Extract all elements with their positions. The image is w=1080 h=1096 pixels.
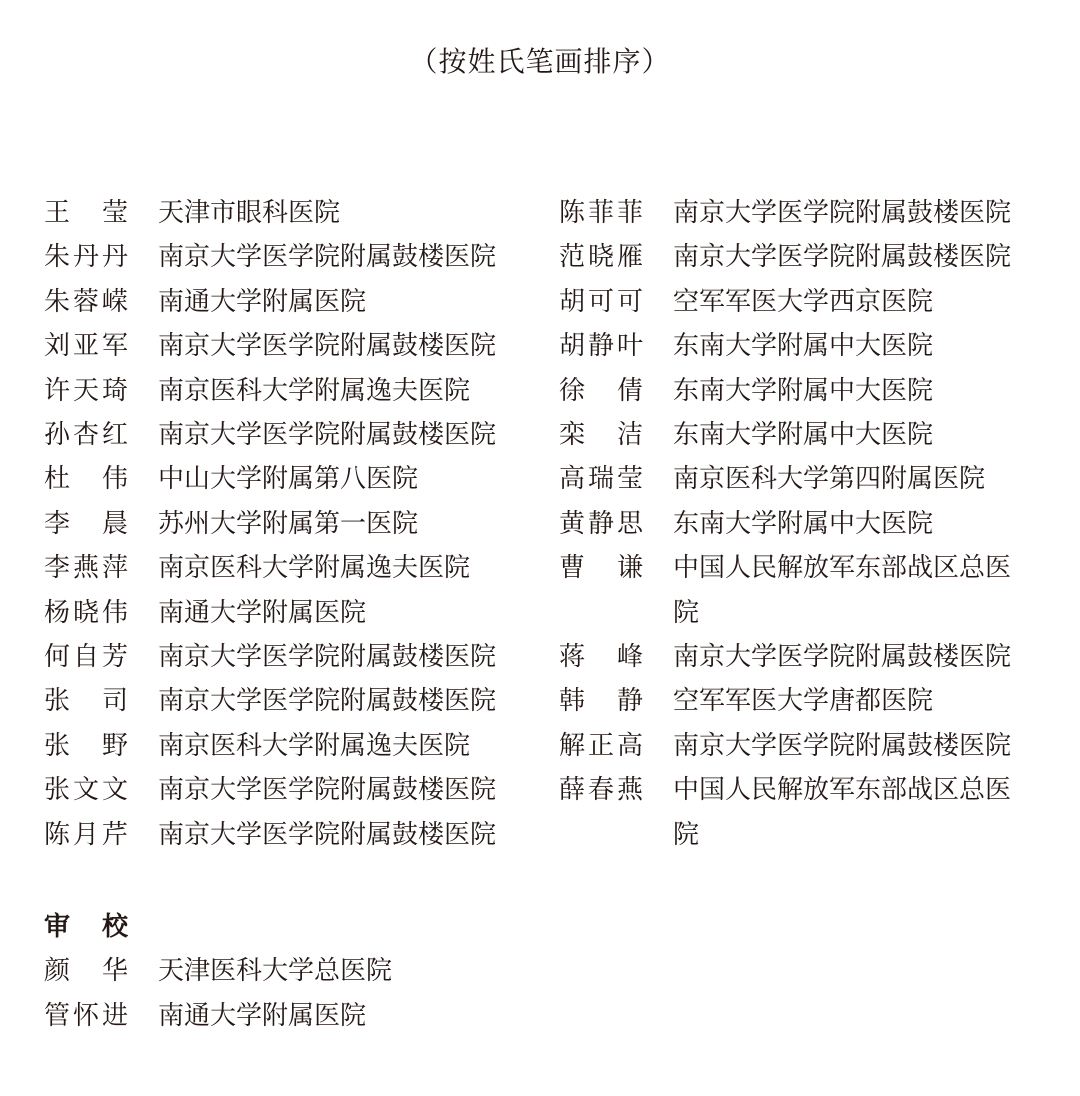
person-name: 何自芳 — [44, 642, 128, 673]
list-item — [44, 768, 538, 812]
affiliation: 南京大学医学院附属鼓楼医院 — [158, 420, 497, 451]
person-name: 解正高 — [559, 730, 643, 761]
affiliation: 东南大学附属中大医院 — [673, 375, 934, 406]
right-column — [559, 191, 1033, 857]
affiliation: 南京大学医学院附属鼓楼医院 — [158, 642, 497, 673]
affiliation: 天津市眼科医院 — [158, 198, 341, 228]
person-name: 朱丹丹 — [44, 242, 128, 273]
affiliation: 南京大学医学院附属鼓楼医院 — [158, 686, 497, 717]
affiliation: 空军军医大学西京医院 — [673, 286, 934, 317]
list-item — [559, 369, 1033, 413]
person-name: 杨晓伟 — [44, 597, 128, 628]
list-item — [44, 813, 538, 857]
person-name: 栾 洁 — [559, 420, 643, 451]
person-name: 陈菲菲 — [559, 198, 643, 228]
person-name: 胡静叶 — [559, 331, 643, 362]
list-item — [44, 724, 538, 768]
list-item — [559, 546, 1033, 635]
list-item — [44, 457, 538, 501]
person-name: 许天琦 — [44, 375, 128, 406]
person-name: 陈月芹 — [44, 819, 128, 850]
affiliation: 空军军医大学唐都医院 — [673, 686, 934, 717]
list-item — [44, 235, 538, 279]
person-name: 李燕萍 — [44, 553, 128, 584]
affiliation: 南京医科大学附属逸夫医院 — [158, 730, 471, 761]
list-item — [44, 679, 538, 723]
review-title: 审 校 — [44, 912, 128, 942]
person-name: 孙杏红 — [44, 420, 128, 451]
affiliation: 南京大学医学院附属鼓楼医院 — [158, 775, 497, 806]
list-item — [44, 994, 538, 1038]
list-item — [559, 191, 1033, 235]
affiliation: 东南大学附属中大医院 — [673, 420, 934, 451]
affiliation: 中国人民解放军东部战区总医院 — [673, 775, 1012, 850]
affiliation: 南京大学医学院附属鼓楼医院 — [158, 242, 497, 273]
affiliation: 中山大学附属第八医院 — [158, 464, 419, 495]
list-item — [559, 724, 1033, 768]
affiliation: 天津医科大学总医院 — [158, 956, 393, 987]
person-name: 刘亚军 — [44, 331, 128, 362]
affiliation: 中国人民解放军东部战区总医院 — [673, 553, 1012, 628]
person-name: 王 莹 — [44, 198, 128, 228]
affiliation: 南通大学附属医院 — [158, 286, 367, 317]
person-name: 颜 华 — [44, 956, 128, 987]
person-name: 张 野 — [44, 730, 128, 761]
person-name: 黄静思 — [559, 508, 643, 539]
affiliation: 东南大学附属中大医院 — [673, 508, 934, 539]
list-item — [559, 635, 1033, 679]
list-item — [44, 191, 538, 235]
list-item — [44, 591, 538, 635]
person-name: 朱蓉嵘 — [44, 286, 128, 317]
list-item — [44, 502, 538, 546]
affiliation: 南通大学附属医院 — [158, 1000, 367, 1031]
list-item — [559, 502, 1033, 546]
list-item — [44, 324, 538, 368]
affiliation: 南京医科大学附属逸夫医院 — [158, 553, 471, 584]
list-item — [559, 457, 1033, 501]
person-name: 徐 倩 — [559, 375, 643, 406]
person-name: 高瑞莹 — [559, 464, 643, 495]
person-name: 曹 谦 — [559, 553, 643, 584]
list-item — [559, 324, 1033, 368]
person-name: 范晓雁 — [559, 242, 643, 273]
affiliation: 南京大学医学院附属鼓楼医院 — [158, 819, 497, 850]
list-item — [559, 280, 1033, 324]
affiliation: 苏州大学附属第一医院 — [158, 508, 419, 539]
affiliation: 南京医科大学附属逸夫医院 — [158, 375, 471, 406]
review-section — [44, 905, 538, 1038]
person-name: 薛春燕 — [559, 775, 643, 806]
list-item — [44, 369, 538, 413]
affiliation: 南京大学医学院附属鼓楼医院 — [673, 242, 1012, 273]
person-name: 张 司 — [44, 686, 128, 717]
left-column — [44, 191, 538, 857]
list-item — [559, 413, 1033, 457]
person-name: 韩 静 — [559, 686, 643, 717]
page-heading: （按姓氏笔画排序） — [409, 45, 671, 78]
list-item — [559, 679, 1033, 723]
list-item — [44, 546, 538, 590]
list-item — [559, 235, 1033, 279]
list-item — [44, 635, 538, 679]
affiliation: 南京大学医学院附属鼓楼医院 — [673, 198, 1012, 228]
affiliation: 东南大学附属中大医院 — [673, 331, 934, 362]
list-item — [559, 768, 1033, 857]
list-item — [44, 280, 538, 324]
person-name: 李 晨 — [44, 508, 128, 539]
affiliation: 南京大学医学院附属鼓楼医院 — [673, 730, 1012, 761]
affiliation: 南京大学医学院附属鼓楼医院 — [673, 642, 1012, 673]
affiliation: 南京大学医学院附属鼓楼医院 — [158, 331, 497, 362]
affiliation: 南京医科大学第四附属医院 — [673, 464, 986, 495]
affiliation: 南通大学附属医院 — [158, 597, 367, 628]
list-item — [44, 413, 538, 457]
person-name: 杜 伟 — [44, 464, 128, 495]
list-item — [44, 949, 538, 993]
person-name: 胡可可 — [559, 286, 643, 317]
person-name: 蒋 峰 — [559, 642, 643, 673]
person-name: 张文文 — [44, 775, 128, 806]
person-name: 管怀进 — [44, 1000, 128, 1031]
